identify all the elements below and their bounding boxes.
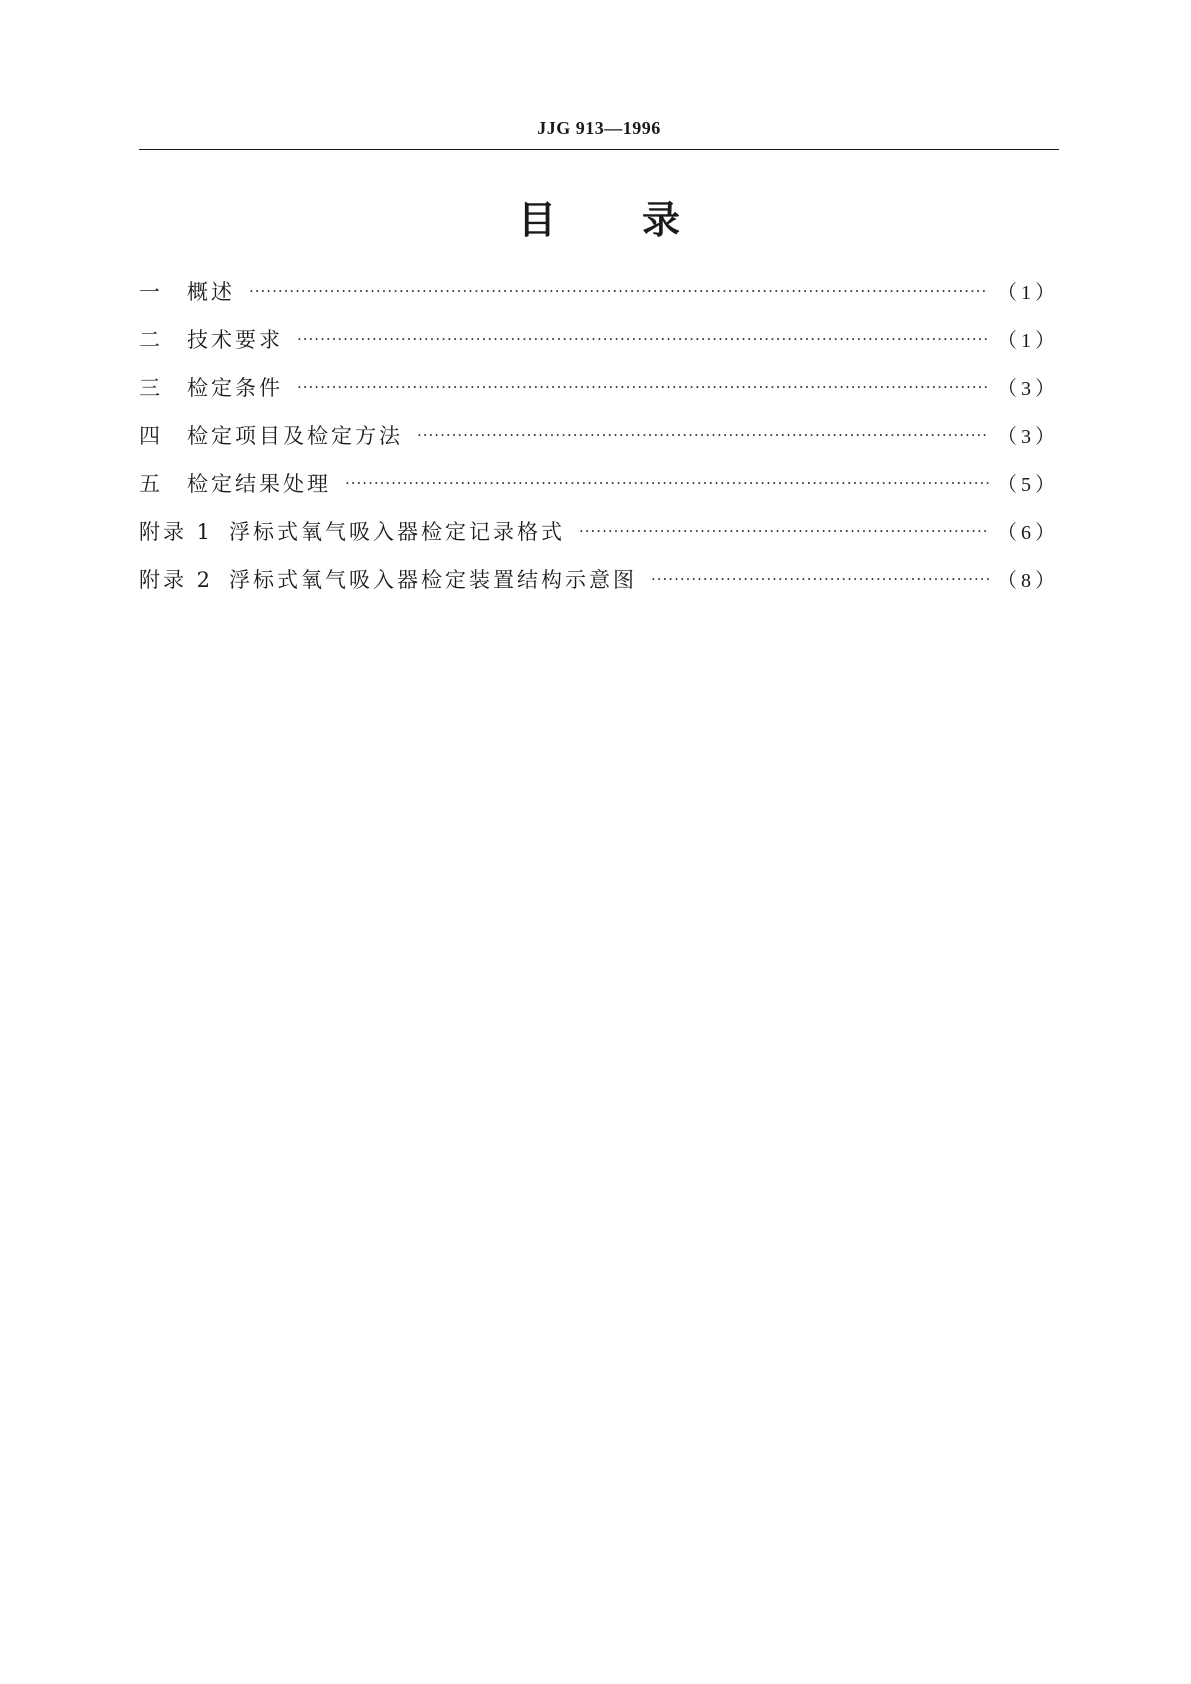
toc-item-label: 检定项目及检定方法 [187, 424, 403, 448]
document-code-header: JJG 913—1996 [537, 118, 661, 138]
toc-item-appendix-1[interactable] [139, 516, 1059, 564]
toc-item-page: （6） [997, 522, 1059, 544]
toc-item-number: 五 [139, 472, 163, 496]
toc-item-appendix-2[interactable] [139, 564, 1059, 612]
toc-item-page: （3） [997, 378, 1059, 400]
toc-item-page: （1） [997, 282, 1059, 304]
toc-item-number: 三 [139, 376, 163, 400]
toc-item-label: 检定条件 [187, 376, 283, 400]
toc-title [139, 196, 1059, 244]
toc-leader-dots [297, 330, 989, 348]
toc-item-number: 一 [139, 280, 163, 304]
toc-item-page: （5） [997, 474, 1059, 496]
toc-item-page: （1） [997, 330, 1059, 352]
toc-leader-dots [249, 282, 989, 300]
toc-item-page: （3） [997, 426, 1059, 448]
toc-item-number: 四 [139, 424, 163, 448]
toc-item-technical-requirements[interactable] [139, 324, 1059, 372]
toc-item-label: 概述 [187, 280, 235, 304]
toc-leader-dots [579, 522, 989, 540]
toc-item-result-handling[interactable] [139, 468, 1059, 516]
toc-item-number: 二 [139, 328, 163, 352]
toc-item-number: 附录 1 [139, 520, 214, 544]
toc-item-verification-items-methods[interactable] [139, 420, 1059, 468]
toc-title-char-2: 录 [642, 198, 681, 242]
toc-leader-dots [345, 474, 989, 492]
toc-leader-dots [297, 378, 989, 396]
toc-item-label: 浮标式氧气吸入器检定记录格式 [229, 520, 565, 544]
toc-item-label: 检定结果处理 [187, 472, 331, 496]
toc-item-number: 附录 2 [139, 568, 214, 592]
toc-item-label: 技术要求 [187, 328, 283, 352]
toc-item-overview[interactable] [139, 276, 1059, 324]
header-rule [139, 149, 1059, 150]
toc-leader-dots [651, 570, 989, 588]
toc-title-char-1: 目 [517, 198, 556, 242]
toc-leader-dots [417, 426, 989, 444]
toc-list [139, 276, 1059, 612]
toc-item-verification-conditions[interactable] [139, 372, 1059, 420]
toc-item-label: 浮标式氧气吸入器检定装置结构示意图 [229, 568, 637, 592]
toc-item-page: （8） [997, 570, 1059, 592]
